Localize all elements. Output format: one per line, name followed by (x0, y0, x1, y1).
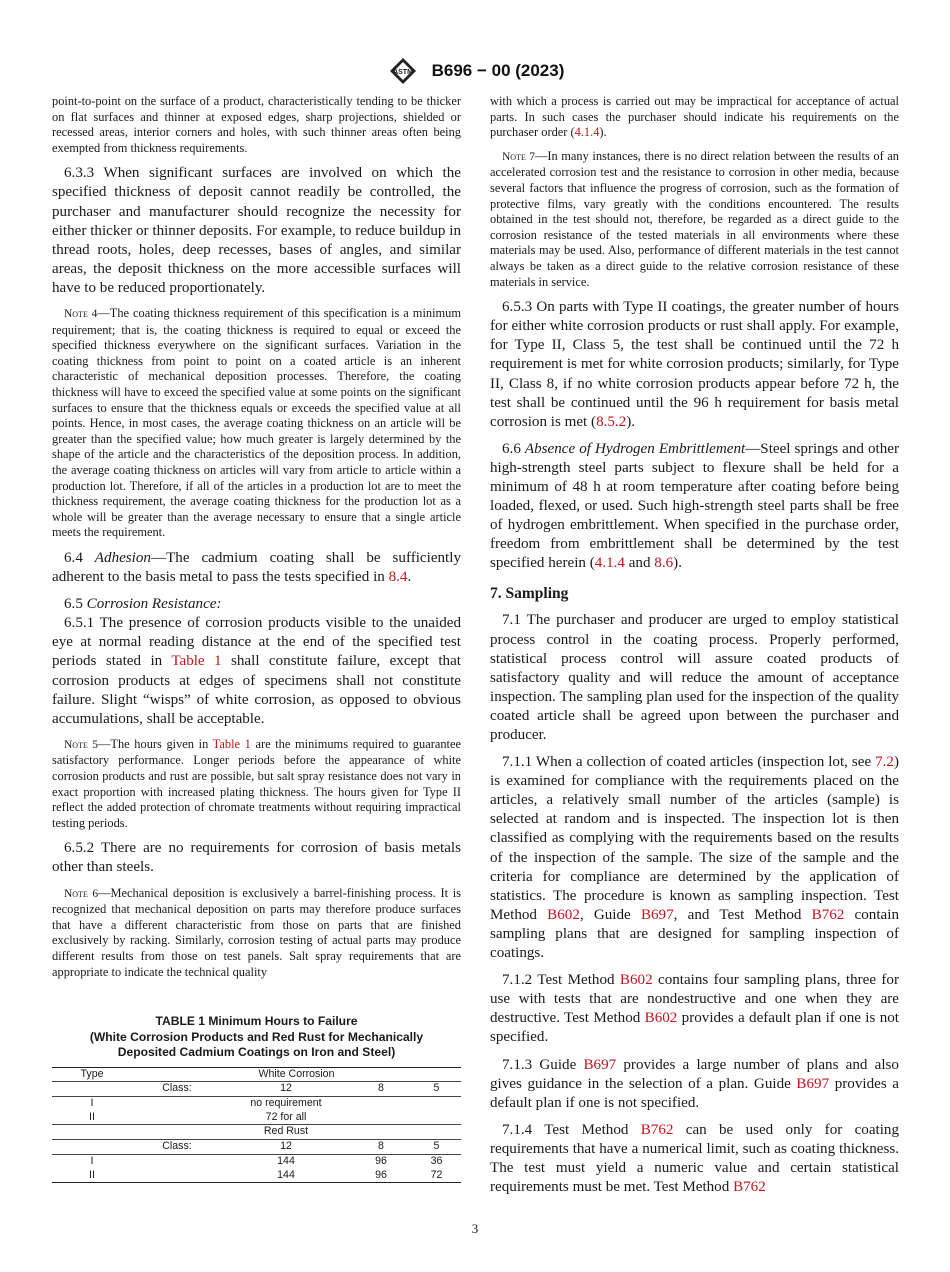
table-value-cell: 72 for all (222, 1111, 350, 1125)
table-cell (132, 1067, 222, 1082)
paragraph-text: provides a default plan if one is not specified. (490, 1010, 899, 1046)
note-7-text: —In many instances, there is no direct relation between the results of an accelerated corrosion test and the resistance to corrosion in other media, because several factors that influence the progress of corrosion, such as the formation of protective films, vary greatly with the conditions encountered. The results obtained in the test should not, therefore, be regarded as a direct guide to the corrosion resistance of the tested materials in all environments where these materials may be used. Also, performance of different materials in the test cannot always be taken as a direct guide to the relative corrosion resistance of these materials in service. (490, 148, 899, 289)
ref-link-b762[interactable]: B762 (811, 906, 845, 923)
section-term: Absence of Hydrogen Embrittlement (524, 440, 746, 457)
table-cell (132, 1097, 222, 1111)
paragraph-continuation: point-to-point on the surface of a product, characteristically tending to be thicker on flat surfaces and thinner at exposed edges, sharp projections, shielded or recessed areas, interior corners and holes, with such thinner areas often being exempted from thickness requirements. (52, 94, 461, 155)
table-type-cell: II (52, 1111, 132, 1125)
paragraph-text: 7.1.2 Test Method (502, 972, 620, 989)
table-header-row (52, 1067, 461, 1082)
paragraph-6-5-3 (490, 298, 899, 432)
section-text: 6.5.1 The presence of corrosion products visible to the unaided eye at normal reading distance at the end of the specified test periods stated in (52, 615, 461, 670)
note-6 (52, 886, 461, 981)
paragraph-6-5-2: 6.5.2 There are no requirements for corrosion of basis metals other than steels. (52, 840, 461, 876)
table-value-cell: 96 (375, 1168, 387, 1181)
note-6-label: Note 6 (64, 887, 99, 900)
note-4 (52, 306, 461, 541)
paragraph-text: contains four sampling plans, three for use with tests that are nondestructive and one when they are destructive. Test Method (490, 972, 900, 1027)
table-cell (350, 1111, 412, 1125)
table-row (52, 1169, 461, 1183)
section-text-end: . (407, 569, 412, 586)
logo-text: ASTM (392, 69, 413, 76)
section-number: 6.4 (64, 549, 95, 566)
paragraph-6-6 (490, 440, 899, 574)
paragraph-text: 7.1.1 When a collection of coated articles (inspection lot, see (502, 754, 876, 771)
table-cell (52, 1140, 132, 1155)
table-class-8: 8 (350, 1082, 412, 1097)
section-text: —The cadmium coating shall be sufficiently adherent to the basis metal to pass the tests specified in (52, 549, 461, 586)
ref-link-b602[interactable]: B602 (644, 1010, 678, 1027)
paragraph-6-5-1 (52, 614, 461, 729)
table-type-cell: I (90, 1154, 94, 1167)
table-value-cell: 144 (277, 1154, 295, 1167)
table-cell (132, 1125, 222, 1140)
ref-link-4-1-4[interactable]: 4.1.4 (594, 555, 625, 572)
paragraph-text: ) is examined for compliance with the requirements placed on the articles, a relatively small number of the articles (sample) is selected at random and is inspected. The inspection lot is then classified as complying with the requirements based on the results of the inspection of the sample. The size of the sample and the criteria for compliance are determined by the application of statistics. The procedure is known as sampling inspection. Test Method (490, 754, 899, 923)
note-5-text: —The hours given in (98, 736, 213, 751)
note-5-label: Note 5 (64, 738, 99, 751)
table-class-12: 12 (222, 1082, 350, 1097)
page-header (0, 56, 950, 86)
table-class-5: 5 (412, 1082, 461, 1097)
paragraph-7-1-4 (490, 1121, 899, 1197)
paragraph-text: , Guide (579, 906, 641, 923)
note-7-label: Note 7 (502, 150, 535, 163)
section-term: Corrosion Resistance: (86, 596, 222, 613)
note-5 (52, 737, 461, 832)
paragraph-continuation (490, 94, 899, 141)
table-caption-line: Deposited Cadmium Coatings on Iron and Steel) (117, 1045, 396, 1060)
table-row (52, 1097, 461, 1111)
table-cell (132, 1154, 222, 1168)
paragraph-text: 7.1.4 Test Method (502, 1121, 641, 1138)
paragraph-text: contain sampling plans that are designed for sampling inspection of coatings. (490, 906, 899, 962)
table-cell (132, 1111, 222, 1125)
paragraph-text: provides a large number of plans and also gives guidance in the selection of a plan. Guide (490, 1056, 899, 1092)
paragraph-text: ). (599, 125, 607, 140)
table-value-cell: 72 (430, 1168, 443, 1181)
paragraph-text: ). (673, 555, 682, 572)
ref-link-table-1[interactable]: Table 1 (212, 736, 251, 751)
table-class-5: 5 (412, 1140, 461, 1155)
table-1 (52, 1067, 461, 1184)
left-column (52, 94, 461, 1183)
table-caption-line: TABLE 1 Minimum Hours to Failure (155, 1014, 358, 1029)
paragraph-text: and (624, 555, 655, 572)
ref-link-b697[interactable]: B697 (583, 1056, 617, 1073)
paragraph-text: with which a process is carried out may be impractical for acceptance of actual parts. In such cases the purchaser should indicate his requirements on the purchaser order ( (490, 94, 899, 140)
ref-link-8-6[interactable]: 8.6 (654, 555, 674, 572)
note-5-text: are the minimums required to guarantee satisfactory performance. Longer periods before the appearance of white corrosion products and rust are possible, but salt spray resistance does not vary in exact proportion with increased plating thickness. The hours given for Type II reflect the added protection of chromate treatments without requiring impractical testing periods. (52, 736, 461, 830)
ref-link-b697[interactable]: B697 (796, 1075, 830, 1092)
table-cell (412, 1125, 461, 1140)
ref-link-4-1-4[interactable]: 4.1.4 (574, 125, 600, 140)
table-caption-line: (White Corrosion Products and Red Rust for Mechanically (89, 1029, 424, 1044)
ref-link-b697[interactable]: B697 (640, 906, 674, 923)
document-title: B696 − 00 (2023) (431, 61, 565, 80)
table-header-white: White Corrosion (222, 1067, 461, 1082)
table-cell (350, 1097, 412, 1111)
table-red-header-row (52, 1125, 461, 1140)
section-text: shall constitute failure, except that corrosion products at edges of specimens shall not constitute failure. Slight “wisps” of white corrosion, as opposed to obvious accumulations, shall be acceptable. (52, 653, 461, 727)
table-class-label: Class: (132, 1140, 222, 1155)
table-type-cell: II (89, 1168, 95, 1181)
note-7 (490, 149, 899, 290)
section-heading-sampling: 7. Sampling (490, 585, 569, 603)
paragraph-6-3-3: 6.3.3 When significant surfaces are involved on which the specified thickness of deposit cannot readily be controlled, the purchaser and manufacturer should recognize the necessity for either thicker or thinner deposits. For example, to reduce buildup in thread roots, holes, deep recesses, bases of angles, and similar areas, the deposit thickness on the more accessible surfaces will have to be reduced proportionately. (52, 165, 461, 296)
ref-link-b602[interactable]: B602 (619, 972, 653, 989)
table-class-row (52, 1140, 461, 1155)
note-4-label: Note 4 (64, 308, 98, 321)
section-term: Adhesion (94, 549, 151, 566)
paragraph-6-4 (52, 549, 461, 587)
astm-logo-icon (386, 56, 420, 86)
section-number: 6.5 (64, 596, 87, 613)
paragraph-7-1-3 (490, 1056, 899, 1113)
paragraph-text: ). (626, 413, 636, 430)
paragraph-text: can be used only for coating requirements that have a numerical limit, such as coating thickness. The test must yield a numeric value and certain statistical requirements must be met. Test Method (490, 1121, 900, 1196)
table-1-caption (52, 1014, 461, 1061)
section-number: 6.6 (502, 440, 525, 457)
table-class-8: 8 (350, 1140, 412, 1155)
paragraph-text: —Steel springs and other high-strength steel parts subject to flexure shall be held for a minimum of 48 h at room temperature after coating before being loaded, flexed, or used. Such high-strength steel parts shall be free of hydrogen embrittlement. When specified in the purchase order, freedom from embrittlement shall be determined by the test specified herein ( (490, 440, 899, 572)
paragraph-text: , and Test Method (673, 906, 812, 923)
table-value-cell: 144 (277, 1168, 295, 1181)
table-value-cell: 36 (430, 1154, 443, 1167)
ref-link-b762[interactable]: B762 (733, 1179, 766, 1196)
table-cell (350, 1125, 412, 1140)
paragraph-6-5 (52, 595, 461, 614)
ref-link-b762[interactable]: B762 (640, 1121, 674, 1138)
table-cell (52, 1082, 132, 1097)
table-cell (52, 1125, 132, 1140)
paragraph-7-1: 7.1 The purchaser and producer are urged to employ statistical process control in the coating process. Properly performed, statistical process control will assure coated products of satisfactory quality and will reduce the amount of acceptance inspection. The sampling plan used for the inspection of the quality coated article shall be agreed upon between the purchaser and producer. (490, 612, 899, 743)
note-4-text: —The coating thickness requirement of this specification is a minimum requirement; that is, the coating thickness is required to equal or exceed the specified thickness everywhere on the significant surfaces. Variation in the coating thickness from point to point on a coated article is an inherent characteristic of mechanical deposition processes. Therefore, the coating thickness will have to exceed the specified value at some points on the significant surfaces to ensure that the thickness equals or exceeds the specified value at all points. Hence, in most cases, the average coating thickness on an article will be greater than the specified value; how much greater is largely determined by the shape of the article and the characteristics of the deposition process. In addition, the average coating thickness on articles will vary from article to article within a production lot. Therefore, if all of the articles in a production lot are to meet the thickness requirement, the average coating thickness for the production lot as a whole will be greater than the average necessary to ensure that a single article meets the requirement. (52, 306, 461, 540)
table-header-red: Red Rust (222, 1125, 350, 1140)
table-row (52, 1154, 461, 1168)
table-header-type: Type (52, 1067, 132, 1082)
table-cell (132, 1169, 222, 1183)
table-row (52, 1111, 461, 1125)
table-class-label: Class: (132, 1082, 222, 1097)
paragraph-7-1-2 (490, 971, 899, 1047)
table-type-cell: I (90, 1097, 94, 1109)
note-6-text: —Mechanical deposition is exclusively a barrel-finishing process. It is recognized that mechanical deposition on parts may therefore produce surfaces that have a different characteristic from those on parts that are finished exclusively by racking. Similarly, corrosion testing of actual parts may produce different results from those on test panels. Salt spray requirements that are appropriate to indicate the technical quality (52, 885, 461, 979)
table-value-cell: no requirement (250, 1097, 322, 1109)
table-class-12: 12 (222, 1140, 350, 1155)
paragraph-text: provides a default plan if one is not specified. (490, 1075, 900, 1111)
ref-link-table-1[interactable]: Table 1 (171, 653, 222, 670)
ref-link-8-5-2[interactable]: 8.5.2 (596, 413, 627, 430)
table-cell (412, 1097, 461, 1111)
ref-link-7-2[interactable]: 7.2 (875, 754, 894, 771)
page-number: 3 (471, 1221, 479, 1236)
paragraph-text: 6.5.3 On parts with Type II coatings, the greater number of hours for either white corrosion products or rust shall apply. For example, for Type II, Class 5, the test shall be continued until the 72 h requirement is met for white corrosion products; similarly, for Type II, Class 8, if no white corrosion products appear before 72 h, the test shall be continued until the 96 h requirement for basis metal corrosion is met ( (490, 299, 899, 430)
paragraph-text: 7.1.3 Guide (502, 1056, 584, 1073)
paragraph-7-1-1 (490, 753, 899, 963)
table-class-row (52, 1082, 461, 1097)
table-cell (412, 1111, 461, 1125)
ref-link-8-4[interactable]: 8.4 (388, 569, 408, 586)
right-column (490, 94, 899, 1205)
ref-link-b602[interactable]: B602 (547, 906, 580, 923)
table-value-cell: 96 (375, 1154, 387, 1167)
